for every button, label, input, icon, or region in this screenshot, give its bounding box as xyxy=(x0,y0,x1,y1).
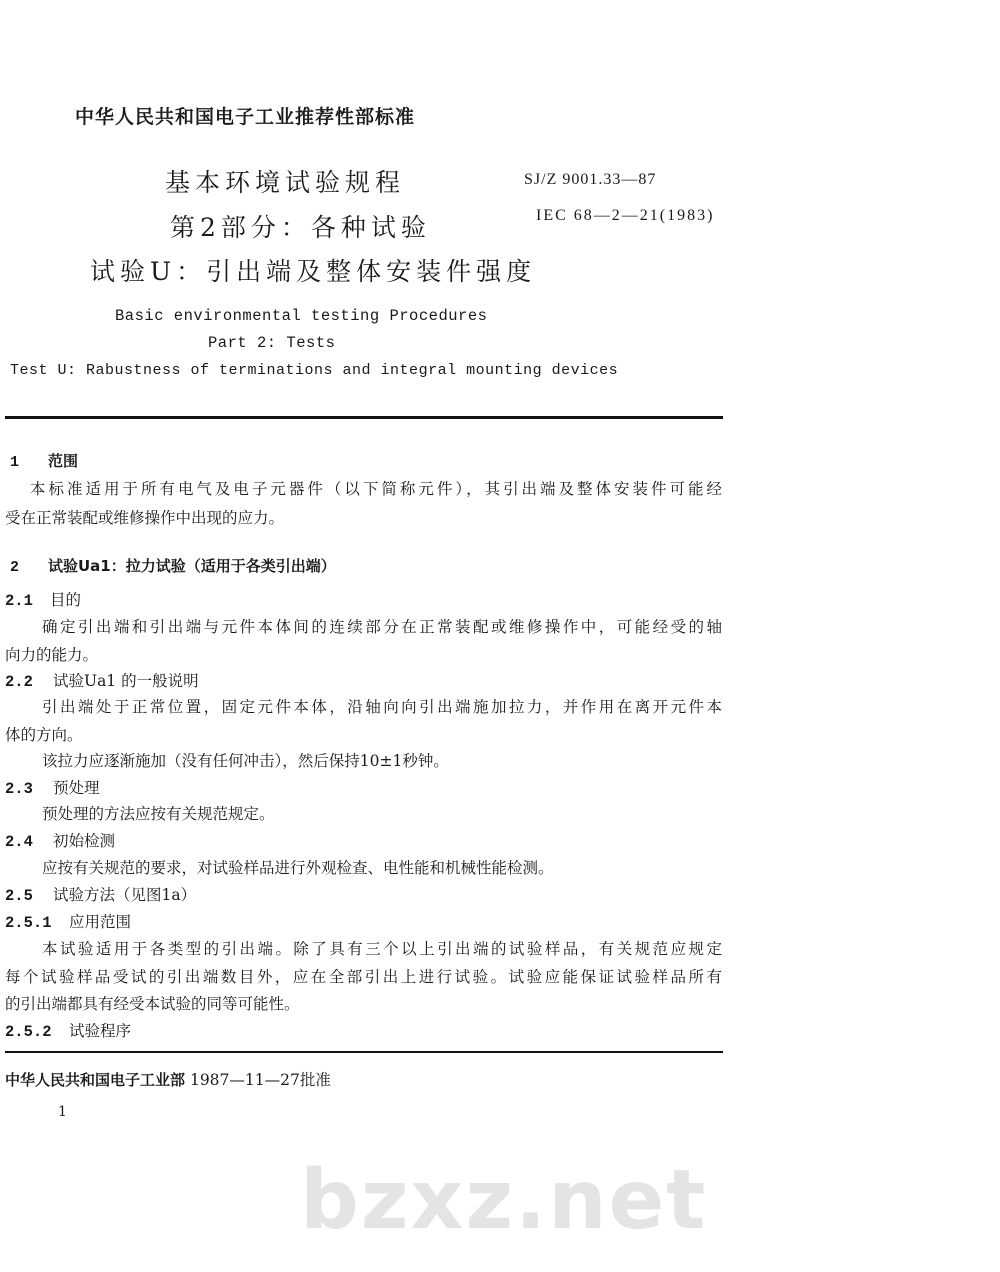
approval-date: 1987—11—27批准 xyxy=(189,1071,331,1089)
paragraph-line: 该拉力应逐渐施加（没有任何冲击），然后保持10±1秒钟。 xyxy=(42,752,449,770)
section-1-heading xyxy=(10,450,78,471)
section-number: 2.2 xyxy=(5,673,33,691)
section-title: 初始检测 xyxy=(53,832,116,850)
paragraph-line: 的引出端都具有经受本试验的同等可能性。 xyxy=(5,995,300,1013)
section-title: 试验方法（见图1a） xyxy=(53,886,197,904)
paragraph-line: 确定引出端和引出端与元件本体间的连续部分在正常装配或维修操作中，可能经受的轴 xyxy=(42,618,722,636)
section-number: 2.1 xyxy=(5,592,33,610)
title-cn-1: 基本环境试验规程 xyxy=(165,168,406,197)
standard-header: 中华人民共和国电子工业推荐性部标准 xyxy=(75,106,416,128)
title-cn-2: 第2部分：各种试验 xyxy=(170,213,431,242)
section-title: 预处理 xyxy=(53,779,100,797)
watermark: bzxz.net xyxy=(300,1153,708,1248)
section-title: 应用范围 xyxy=(69,913,132,931)
footer-divider xyxy=(5,1051,723,1053)
title-en-1: Basic environmental testing Procedures xyxy=(115,307,488,325)
standard-code: SJ/Z 9001.33—87 xyxy=(524,171,657,188)
paragraph-line: 每个试验样品受试的引出端数目外，应在全部引出上进行试验。试验应能保证试验样品所有 xyxy=(5,968,722,986)
section-2-5-1-heading xyxy=(5,915,131,932)
section-title: 试验程序 xyxy=(69,1022,132,1040)
section-number: 2.5 xyxy=(5,887,33,905)
section-2-1-heading xyxy=(5,593,81,610)
iec-code: IEC 68—2—21(1983) xyxy=(536,207,715,224)
title-divider xyxy=(5,416,723,419)
section-title: 试验Ua1：拉力试验（适用于各类引出端） xyxy=(48,557,336,575)
paragraph-line: 受在正常装配或维修操作中出现的应力。 xyxy=(5,509,285,527)
paragraph-line: 向力的能力。 xyxy=(5,646,99,664)
section-number: 2.3 xyxy=(5,780,33,798)
section-number: 2.4 xyxy=(5,833,33,851)
paragraph-line: 本标准适用于所有电气及电子元器件（以下简称元件），其引出端及整体安装件可能经 xyxy=(30,480,722,498)
section-2-5-2-heading xyxy=(5,1024,131,1041)
section-number: 1 xyxy=(10,454,20,471)
title-cn-3: 试验U：引出端及整体安装件强度 xyxy=(90,257,537,286)
section-2-heading xyxy=(10,555,336,576)
paragraph-line: 本试验适用于各类型的引出端。除了具有三个以上引出端的试验样品，有关规范应规定 xyxy=(42,940,722,958)
paragraph-line: 引出端处于正常位置，固定元件本体，沿轴向向引出端施加拉力，并作用在离开元件本 xyxy=(42,698,722,716)
paragraph-line: 体的方向。 xyxy=(5,726,83,744)
issuer: 中华人民共和国电子工业部 xyxy=(5,1071,186,1089)
title-en-2: Part 2: Tests xyxy=(208,334,336,352)
section-2-2-heading xyxy=(5,674,199,691)
approval-footer xyxy=(5,1068,331,1090)
section-title: 目的 xyxy=(50,591,82,609)
section-number: 2.5.2 xyxy=(5,1023,52,1041)
section-title: 范围 xyxy=(48,452,79,470)
paragraph-line: 预处理的方法应按有关规范规定。 xyxy=(42,805,275,823)
section-title: 试验Ua1 的一般说明 xyxy=(53,672,199,690)
paragraph-line: 应按有关规范的要求，对试验样品进行外观检查、电性能和机械性能检测。 xyxy=(42,859,554,877)
section-2-3-heading xyxy=(5,781,100,798)
section-2-5-heading xyxy=(5,888,196,905)
section-number: 2 xyxy=(10,559,20,576)
title-en-3: Test U: Rabustness of terminations and integral mounting devices xyxy=(10,362,619,379)
section-2-4-heading xyxy=(5,834,115,851)
section-number: 2.5.1 xyxy=(5,914,52,932)
page-number: 1 xyxy=(58,1104,67,1120)
